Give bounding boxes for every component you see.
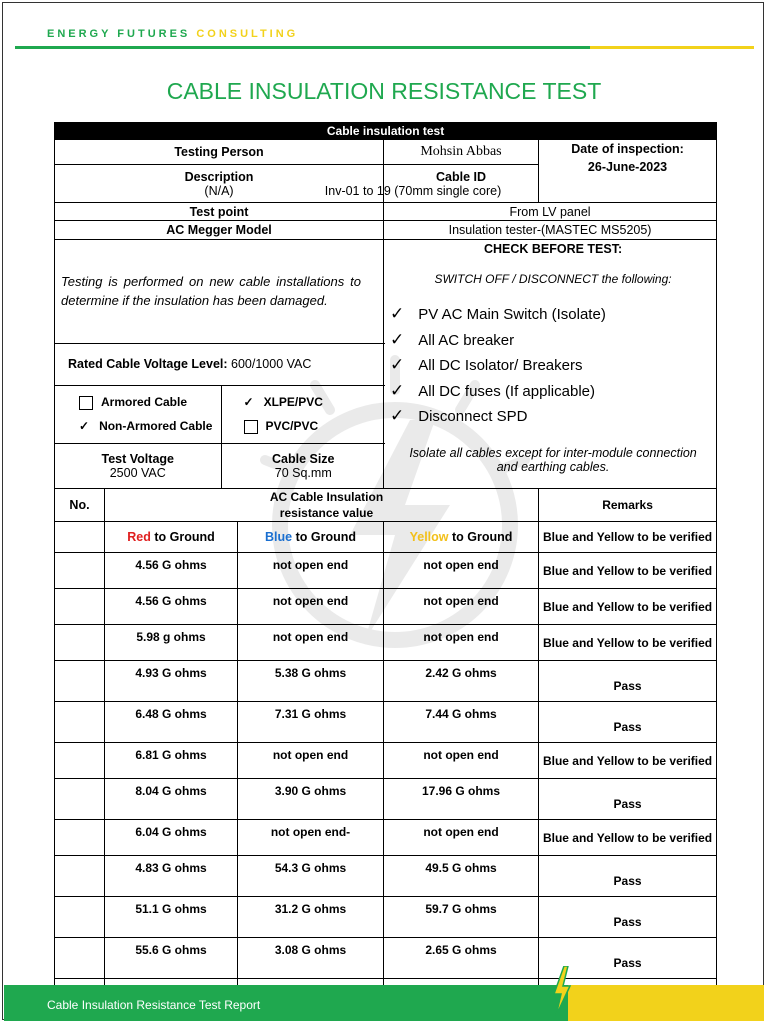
test-point-label: Test point — [55, 203, 384, 221]
row-no-cell — [55, 938, 105, 979]
yellow-value-cell: not open end — [384, 589, 539, 625]
table-row — [55, 702, 717, 743]
yellow-value-cell: 2.42 G ohms — [384, 661, 539, 702]
brand-name — [47, 28, 298, 40]
yellow-to-ground-text: to Ground — [448, 530, 513, 544]
checklist-item-label: All AC breaker — [418, 331, 515, 349]
lightning-bolt-icon — [550, 966, 574, 1016]
table-row — [55, 897, 717, 938]
checklist-item-label: Disconnect SPD — [418, 408, 528, 425]
col-remarks-header: Remarks — [539, 489, 717, 522]
remark-cell: Pass — [539, 661, 717, 702]
pvc-checkbox[interactable] — [244, 420, 258, 434]
checklist-cell — [384, 240, 717, 489]
yellow-value-cell: not open end — [384, 553, 539, 589]
pvc-label: PVC/PVC — [265, 419, 319, 433]
yellow-value-cell: 49.5 G ohms — [384, 856, 539, 897]
table-row — [55, 553, 717, 589]
armored-label: Armored Cable — [101, 395, 188, 409]
phase-header-row — [55, 522, 717, 553]
remark-cell: Blue and Yellow to be verified — [539, 589, 717, 625]
row-no-cell — [55, 779, 105, 820]
checklist-item-label: PV AC Main Switch (Isolate) — [418, 306, 606, 323]
table-row — [55, 938, 717, 979]
remark-cell: Blue and Yellow to be verified — [539, 625, 717, 661]
blue-value-cell: 7.31 G ohms — [238, 702, 384, 743]
yellow-value-cell: not open end — [384, 625, 539, 661]
col-no-header: No. — [55, 489, 105, 522]
xlpe-check-icon[interactable]: ✓ — [243, 395, 254, 409]
test-point-value: From LV panel — [384, 203, 717, 221]
yellow-value-cell: not open end — [384, 820, 539, 856]
brand-part2: CONSULTING — [196, 28, 299, 40]
blue-value-cell: 3.90 G ohms — [238, 779, 384, 820]
blue-value-cell: not open end — [238, 589, 384, 625]
remark-cell: Blue and Yellow to be verified — [539, 820, 717, 856]
checklist-item — [390, 404, 716, 430]
checklist-item — [390, 302, 716, 328]
yellow-value-cell: 7.44 G ohms — [384, 702, 539, 743]
check-icon: ✓ — [390, 304, 405, 323]
yellow-value-cell: 59.7 G ohms — [384, 897, 539, 938]
check-icon: ✓ — [390, 329, 405, 349]
notes-cell — [55, 240, 384, 489]
cable-id-value: Inv-01 to 19 (70mm single core) — [324, 183, 502, 198]
table-row — [55, 820, 717, 856]
checklist-item-label: All DC fuses (If applicable) — [418, 382, 595, 400]
check-icon: ✓ — [390, 380, 405, 400]
cable-test-table — [54, 122, 717, 1020]
blue-value-cell: 54.3 G ohms — [238, 856, 384, 897]
red-label: Red — [127, 530, 151, 544]
cable-id-cell — [324, 165, 539, 203]
non-armored-label: Non-Armored Cable — [99, 419, 213, 433]
red-value-cell: 4.93 G ohms — [105, 661, 238, 702]
table-row — [55, 589, 717, 625]
test-voltage-cell — [55, 443, 221, 488]
red-to-ground-text: to Ground — [150, 530, 215, 544]
results-body — [55, 522, 717, 1020]
col-value-header: AC Cable Insulation resistance value — [105, 489, 539, 522]
footer-bar-yellow — [568, 985, 764, 1021]
row-no-cell — [55, 856, 105, 897]
yellow-value-cell: not open end — [384, 743, 539, 779]
blue-value-cell: not open end — [238, 743, 384, 779]
table-row — [55, 625, 717, 661]
red-value-cell: 4.56 G ohms — [105, 553, 238, 589]
armored-checkbox[interactable] — [79, 396, 93, 410]
date-cell — [539, 140, 717, 203]
yellow-value-cell: 2.65 G ohms — [384, 938, 539, 979]
blue-value-cell: 5.38 G ohms — [238, 661, 384, 702]
description-label: Description — [184, 169, 254, 184]
date-label: Date of inspection: — [571, 142, 684, 156]
checklist-item-label: All DC Isolator/ Breakers — [418, 357, 583, 374]
yellow-to-ground-header — [384, 522, 539, 553]
table-row — [55, 856, 717, 897]
voltage-level-value: 600/1000 VAC — [231, 357, 312, 371]
blue-label: Blue — [265, 530, 293, 544]
blue-value-cell: not open end — [238, 625, 384, 661]
row-no-cell — [55, 702, 105, 743]
row-no-cell — [55, 661, 105, 702]
table-row — [55, 779, 717, 820]
row-no-cell — [55, 820, 105, 856]
remark-cell: Blue and Yellow to be verified — [539, 743, 717, 779]
cable-id-label: Cable ID — [435, 169, 486, 184]
red-value-cell: 4.56 G ohms — [105, 589, 238, 625]
header-rule-yellow — [590, 46, 754, 49]
testing-person-value: Mohsin Abbas — [384, 140, 539, 165]
yellow-value-cell: 17.96 G ohms — [384, 779, 539, 820]
voltage-level-label: Rated Cable Voltage Level: — [68, 357, 228, 371]
voltage-level-row — [55, 343, 385, 385]
blank-no-cell — [55, 522, 105, 553]
megger-label: AC Megger Model — [55, 221, 384, 240]
date-value: 26-June-2023 — [587, 160, 668, 174]
checklist-footnote: Isolate all cables except for inter-module connection and earthing cables. — [409, 445, 697, 474]
description-value: (N/A) — [204, 183, 234, 198]
row-no-cell — [55, 743, 105, 779]
table-title: Cable insulation test — [55, 123, 717, 140]
check-icon: ✓ — [390, 355, 405, 374]
checklist-items — [390, 302, 716, 430]
brand-part1: ENERGY FUTURES — [47, 28, 197, 40]
table-row — [55, 743, 717, 779]
red-value-cell: 6.48 G ohms — [105, 702, 238, 743]
blue-value-cell: 31.2 G ohms — [238, 897, 384, 938]
table-row — [55, 661, 717, 702]
red-value-cell: 55.6 G ohms — [105, 938, 238, 979]
blue-to-ground-text: to Ground — [292, 530, 356, 544]
row-no-cell — [55, 589, 105, 625]
row-no-cell — [55, 625, 105, 661]
remark-cell: Pass — [539, 856, 717, 897]
header-rule-green — [15, 46, 590, 49]
insulation-type-options — [221, 385, 385, 443]
testing-person-label: Testing Person — [55, 140, 384, 165]
cable-size-value: 70 Sq.mm — [274, 465, 332, 480]
checklist-item — [390, 328, 716, 354]
remark-cell: Pass — [539, 779, 717, 820]
red-value-cell: 51.1 G ohms — [105, 897, 238, 938]
row-no-cell — [55, 897, 105, 938]
xlpe-label: XLPE/PVC — [263, 395, 323, 409]
megger-value: Insulation tester-(MASTEC MS5205) — [384, 221, 717, 240]
row-no-cell — [55, 553, 105, 589]
remark-cell: Pass — [539, 897, 717, 938]
footer-text: Cable Insulation Resistance Test Report — [47, 998, 261, 1012]
test-voltage-value: 2500 VAC — [109, 465, 166, 480]
red-value-cell: 8.04 G ohms — [105, 779, 238, 820]
yellow-label: Yellow — [409, 530, 449, 544]
red-value-cell: 6.81 G ohms — [105, 743, 238, 779]
non-armored-check-icon[interactable]: ✓ — [79, 419, 90, 433]
checklist-subtitle: SWITCH OFF / DISCONNECT the following: — [434, 272, 672, 286]
blue-value-cell: not open end- — [238, 820, 384, 856]
blue-value-cell: 3.08 G ohms — [238, 938, 384, 979]
document-title: CABLE INSULATION RESISTANCE TEST — [166, 78, 602, 104]
red-to-ground-header — [105, 522, 238, 553]
remark-cell: Blue and Yellow to be verified — [539, 553, 717, 589]
purpose-text: Testing is performed on new cable installations to determine if the insulation has been damaged. — [55, 240, 385, 343]
red-value-cell: 4.83 G ohms — [105, 856, 238, 897]
test-voltage-label: Test Voltage — [101, 451, 174, 466]
red-value-cell: 6.04 G ohms — [105, 820, 238, 856]
remark-cell: Pass — [539, 938, 717, 979]
blue-value-cell: not open end — [238, 553, 384, 589]
blue-to-ground-header — [238, 522, 384, 553]
remark-cell: Pass — [539, 702, 717, 743]
checklist-title: CHECK BEFORE TEST: — [483, 242, 623, 256]
check-icon: ✓ — [390, 406, 405, 425]
checklist-item — [390, 379, 716, 405]
red-value-cell: 5.98 g ohms — [105, 625, 238, 661]
first-remark: Blue and Yellow to be verified — [539, 522, 717, 553]
notes-table — [55, 240, 385, 488]
cable-type-options — [55, 385, 221, 443]
cable-size-label: Cable Size — [271, 451, 335, 466]
checklist-item — [390, 353, 716, 379]
cable-size-cell — [221, 443, 385, 488]
